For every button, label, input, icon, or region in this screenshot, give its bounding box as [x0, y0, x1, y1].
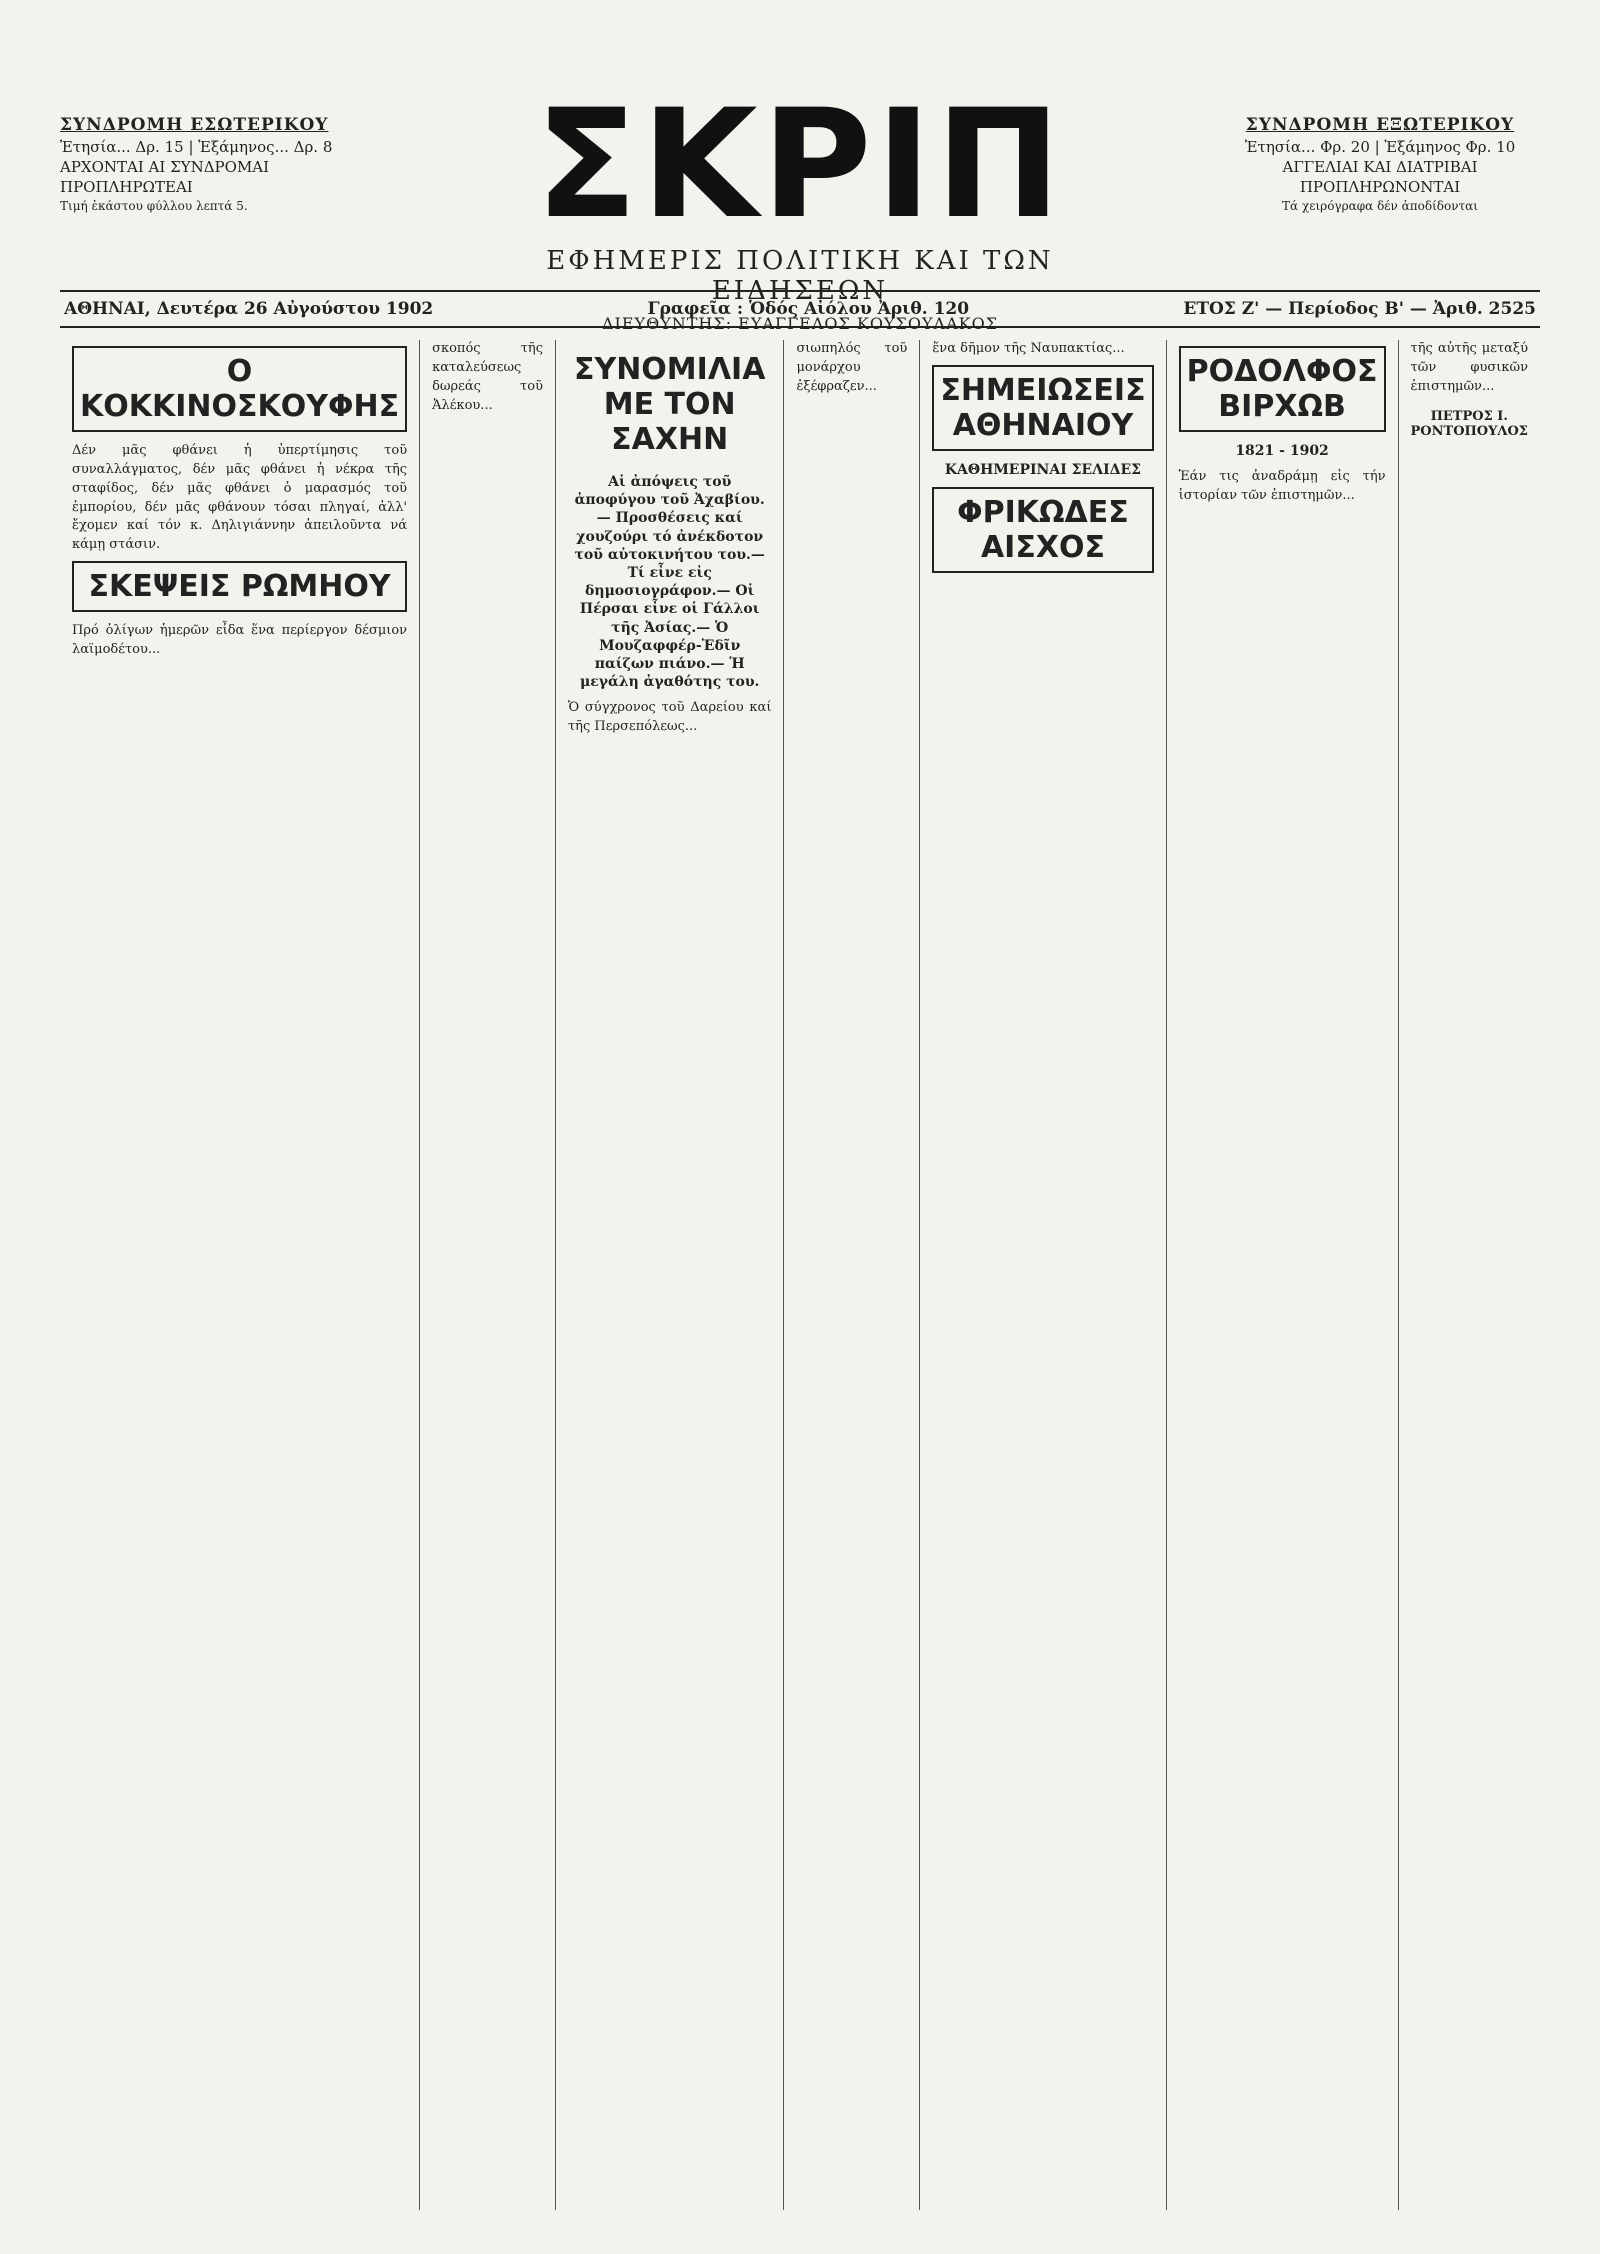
kathimerinai-selides: ΚΑΘΗΜΕΡΙΝΑΙ ΣΕΛΙΔΕΣ: [944, 461, 1142, 478]
column-4-text: σιωπηλός τοῦ μονάρχου ἐξέφραζεν...: [796, 341, 908, 394]
domestic-subscription-header: ΣΥΝΔΡΟΜΗ ΕΣΩΤΕΡΙΚΟΥ: [60, 115, 329, 135]
issue-date: ΑΘΗΝΑΙ, Δευτέρα 26 Αὐγούστου 1902: [64, 299, 434, 319]
column-7-text: τῆς αὐτῆς μεταξύ τῶν φυσικῶν ἐπιστημῶν...: [1410, 341, 1528, 394]
domestic-rates: Ἐτησία... Δρ. 15 | Ἑξάμηνος... Δρ. 8: [60, 137, 333, 156]
headline-synomilia: ΣΥΝΟΜΙΛΙΑ ΜΕ ΤΟΝ ΣΑΧΗΝ: [573, 352, 766, 457]
editor-line: ΔΙΕΥΘΥΝΤΗΣ: ΕΥΑΓΓΕΛΟΣ ΚΟΥΣΟΥΛΑΚΟΣ: [601, 314, 999, 333]
newspaper-page: [60, 78, 1540, 2210]
author-signature: ΠΕΤΡΟΣ Ι. ΡΟΝΤΟΠΟΥΛΟΣ: [1410, 408, 1528, 439]
domestic-subscription-box: [60, 114, 380, 214]
column-2: [420, 340, 556, 2210]
manuscripts-note: Τά χειρόγραφα δέν ἀποδίδονται: [1282, 198, 1478, 213]
domestic-price: Τιμή ἑκάστου φύλλου λεπτά 5.: [60, 198, 248, 213]
article-skepseis-text: Πρό ὀλίγων ἡμερῶν εἶδα ἕνα περίεργον δέσμιον λαϊμοδέτου...: [72, 623, 408, 657]
foreign-line2: ΑΓΓΕΛΙΑΙ ΚΑΙ ΔΙΑΤΡΙΒΑΙ: [1282, 158, 1478, 177]
column-5-text: ἕνα δῆμον τῆς Ναυπακτίας...: [932, 341, 1125, 356]
domestic-line2: ΑΡΧΟΝΤΑΙ ΑΙ ΣΥΝΔΡΟΜΑΙ: [60, 158, 270, 177]
foreign-subscription-box: [1220, 114, 1540, 214]
column-1: [60, 340, 420, 2210]
newspaper-subtitle: ΕΦΗΜΕΡΙΣ ΠΟΛΙΤΙΚΗ ΚΑΙ ΤΩΝ ΕΙΔΗΣΕΩΝ: [546, 246, 1054, 306]
foreign-line3: ΠΡΟΠΛΗΡΩΝΟΝΤΑΙ: [1299, 178, 1461, 197]
column-2-text: σκοπός τῆς καταλεύσεως δωρεάς τοῦ Ἀλέκου...: [432, 341, 543, 413]
virchow-text: Ἐάν τις ἀναδράμῃ εἰς τήν ἱστορίαν τῶν ἐπιστημῶν...: [1178, 469, 1386, 504]
column-7: [1399, 340, 1540, 2210]
article-columns: [60, 340, 1540, 2210]
article-kokkinoskoufis-text: Δέν μᾶς φθάνει ἡ ὑπερτίμησις τοῦ συναλλάγματος, δέν μᾶς φθάνει ἡ νέκρα τῆς σταφίδος, δέν μᾶς φθάνει ὁ μαρασμός τοῦ ἐμπορίου, δέν μᾶς φθάνουν τόσαι πληγαί, ἀλλ' ἔχομεν καί τόν κ. Δηλιγιάννην ἀπειλοῦντα νά κάμῃ στάσιν.: [72, 443, 408, 553]
headline-skepseis-romiou: ΣΚΕΨΕΙΣ ΡΩΜΗΟΥ: [72, 561, 407, 612]
synomilia-text: Ὁ σύγχρονος τοῦ Δαρείου καί τῆς Περσεπόλεως...: [567, 700, 772, 735]
column-6: [1167, 340, 1399, 2210]
newspaper-title: ΣΚΡΙΠ: [535, 78, 1065, 252]
office-address: Γραφεῖα : Ὁδός Αἰόλου Ἀριθ. 120: [647, 299, 970, 319]
domestic-line3: ΠΡΟΠΛΗΡΩΤΕΑΙ: [60, 178, 193, 197]
column-3: [556, 340, 784, 2210]
headline-kokkinoskoufis: Ο ΚΟΚΚΙΝΟΣΚΟΥΦΗΣ: [72, 346, 407, 432]
column-5: [920, 340, 1166, 2210]
issue-number: ΕΤΟΣ Ζ' — Περίοδος Β' — Ἀριθ. 2525: [1183, 299, 1536, 319]
headline-virchow: ΡΟΔΟΛΦΟΣ ΒΙΡΧΩΒ: [1179, 346, 1386, 432]
headline-frikodes-aischos: ΦΡΙΚΩΔΕΣ ΑΙΣΧΟΣ: [932, 487, 1153, 573]
foreign-subscription-header: ΣΥΝΔΡΟΜΗ ΕΞΩΤΕΡΙΚΟΥ: [1245, 115, 1515, 135]
dateline: [60, 290, 1540, 328]
column-4: [784, 340, 920, 2210]
headline-simeioseis: ΣΗΜΕΙΩΣΕΙΣ ΑΘΗΝΑΙΟΥ: [932, 365, 1153, 451]
foreign-rates: Ἐτησία... Φρ. 20 | Ἑξάμηνος Φρ. 10: [1244, 137, 1516, 156]
synomilia-subhead: Αἱ ἀπόψεις τοῦ ἀποφύγου τοῦ Ἀχαβίου.— Προσθέσεις καί χουζούρι τό ἀνέκδοτον τοῦ αὐτοκινήτου του.— Τί εἶνε εἰς δημοσιογράφον.— Οἱ Πέρσαι εἶνε οἱ Γάλλοι τῆς Ἀσίας.— Ὁ Μουζαφφέρ-Ἐδῖν παίζων πιάνο.— Ἡ μεγάλη ἀγαθότης του.: [574, 474, 765, 691]
masthead: [60, 78, 1540, 333]
virchow-years: 1821 - 1902: [1235, 443, 1329, 459]
